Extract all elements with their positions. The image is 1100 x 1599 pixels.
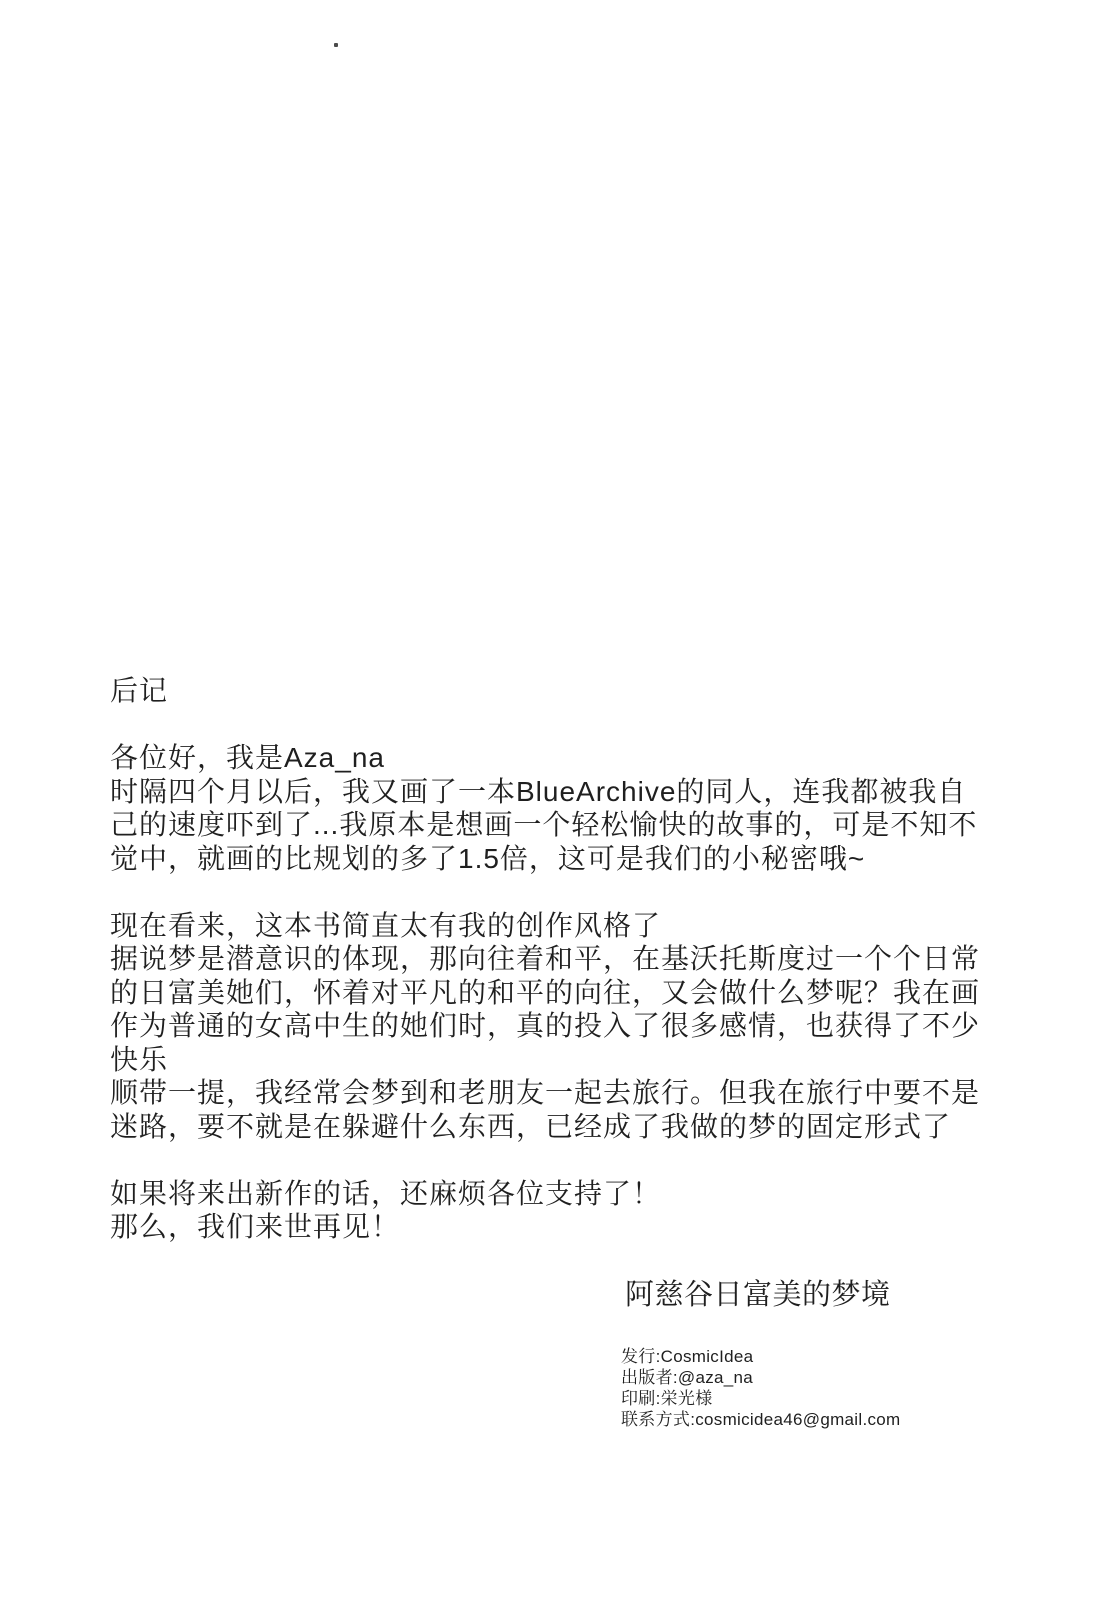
credits-block (621, 1346, 901, 1430)
credit-line: 联系方式:cosmicidea46@gmail.com (621, 1410, 901, 1429)
afterword-line: 时隔四个月以后，我又画了一本BlueArchive的同人，连我都被我自 (110, 775, 967, 807)
page-heading: 后记 (110, 675, 169, 706)
credit-line: 印刷:栄光様 (621, 1389, 713, 1408)
ink-speck (334, 43, 338, 47)
afterword-body (110, 741, 1050, 1244)
afterword-line: 那么，我们来世再见！ (110, 1211, 401, 1242)
afterword-line: 现在看来，这本书简直太有我的创作风格了 (110, 909, 662, 941)
afterword-line (110, 1143, 1050, 1177)
afterword-line: 各位好，我是Aza_na (110, 742, 385, 773)
afterword-line: 顺带一提，我经常会梦到和老朋友一起去旅行。但我在旅行中要不是 (110, 1077, 981, 1108)
book-title-signature: 阿慈谷日富美的梦境 (625, 1279, 891, 1311)
afterword-line: 如果将来出新作的话，还麻烦各位支持了！ (110, 1177, 662, 1209)
credit-line: 发行:CosmicIdea (621, 1347, 754, 1366)
afterword-line: 迷路，要不就是在躲避什么东西，已经成了我做的梦的固定形式了 (110, 1110, 952, 1142)
afterword-line (110, 875, 1050, 909)
afterword-line: 的日富美她们，怀着对平凡的和平的向往，又会做什么梦呢？我在画 (110, 976, 981, 1008)
credit-line: 出版者:@aza_na (621, 1368, 754, 1387)
afterword-line: 己的速度吓到了...我原本是想画一个轻松愉快的故事的，可是不知不 (110, 809, 978, 840)
afterword-line: 快乐 (110, 1043, 169, 1075)
afterword-line: 据说梦是潜意识的体现，那向往着和平，在基沃托斯度过一个个日常 (110, 943, 981, 974)
afterword-line: 觉中，就画的比规划的多了1.5倍，这可是我们的小秘密哦~ (110, 842, 866, 874)
afterword-line: 作为普通的女高中生的她们时，真的投入了很多感情，也获得了不少 (110, 1010, 981, 1041)
